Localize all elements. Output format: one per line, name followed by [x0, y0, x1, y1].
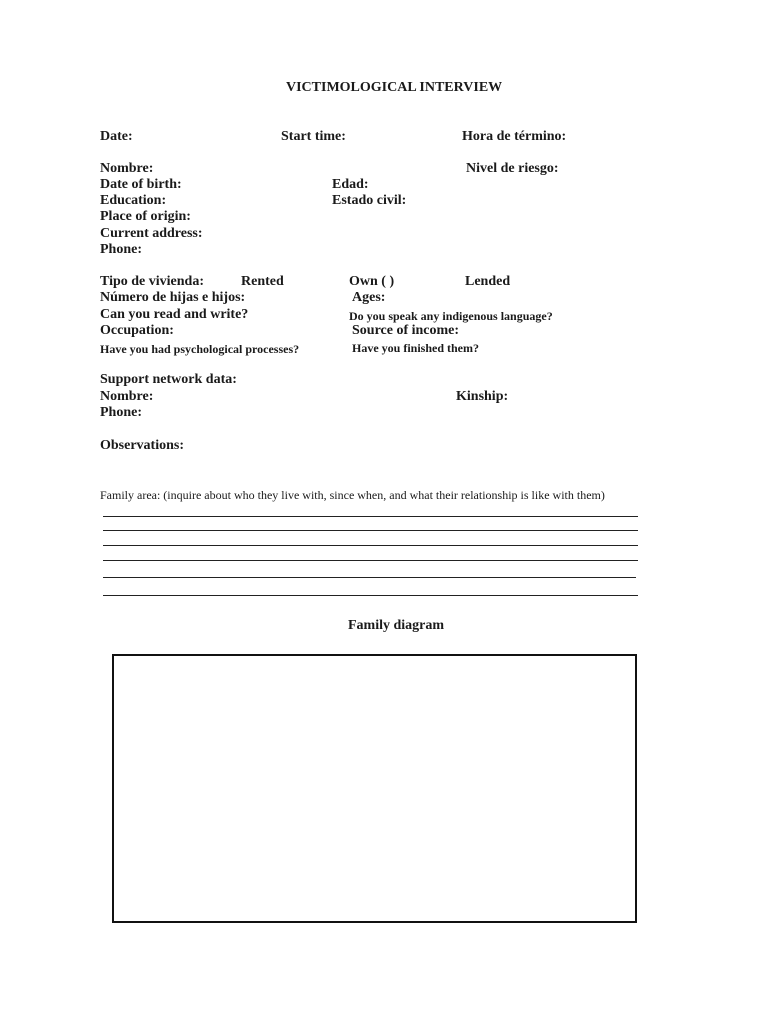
end-time-label: Hora de término:: [462, 129, 567, 144]
observations-label: Observations:: [100, 438, 184, 453]
writing-line: [103, 595, 638, 596]
risk-level-label: Nivel de riesgo:: [466, 161, 559, 176]
source-of-income-label: Source of income:: [352, 323, 460, 338]
family-area-instructions: Family area: (inquire about who they live with, since when, and what their relationship is like with them): [100, 488, 605, 502]
read-write-label: Can you read and write?: [100, 307, 249, 322]
children-count-label: Número de hijas e hijos:: [100, 290, 246, 305]
kinship-label: Kinship:: [456, 389, 509, 404]
ages-label: Ages:: [352, 290, 386, 305]
civil-status-label: Estado civil:: [332, 193, 407, 208]
current-address-label: Current address:: [100, 226, 203, 241]
housing-own-option: Own ( ): [349, 274, 395, 289]
place-of-origin-label: Place of origin:: [100, 209, 191, 224]
date-of-birth-label: Date of birth:: [100, 177, 182, 192]
support-phone-label: Phone:: [100, 405, 142, 420]
support-nombre-label: Nombre:: [100, 389, 154, 404]
housing-type-label: Tipo de vivienda:: [100, 274, 204, 289]
page-title: VICTIMOLOGICAL INTERVIEW: [286, 80, 503, 95]
finished-processes-label: Have you finished them?: [352, 341, 480, 355]
housing-lended-option: Lended: [465, 274, 511, 289]
age-label: Edad:: [332, 177, 369, 192]
psychological-processes-label: Have you had psychological processes?: [100, 342, 300, 356]
writing-line: [103, 560, 638, 561]
housing-rented-option: Rented: [241, 274, 284, 289]
nombre-label: Nombre:: [100, 161, 154, 176]
writing-line: [103, 530, 638, 531]
phone-label: Phone:: [100, 242, 142, 257]
family-diagram-box: [112, 654, 637, 923]
occupation-label: Occupation:: [100, 323, 174, 338]
family-diagram-heading: Family diagram: [348, 618, 445, 633]
writing-line: [103, 577, 636, 578]
support-network-heading: Support network data:: [100, 372, 237, 387]
writing-line: [103, 516, 638, 517]
education-label: Education:: [100, 193, 167, 208]
indigenous-language-label: Do you speak any indigenous language?: [349, 309, 553, 323]
writing-line: [103, 545, 638, 546]
date-label: Date:: [100, 129, 133, 144]
start-time-label: Start time:: [281, 129, 346, 144]
